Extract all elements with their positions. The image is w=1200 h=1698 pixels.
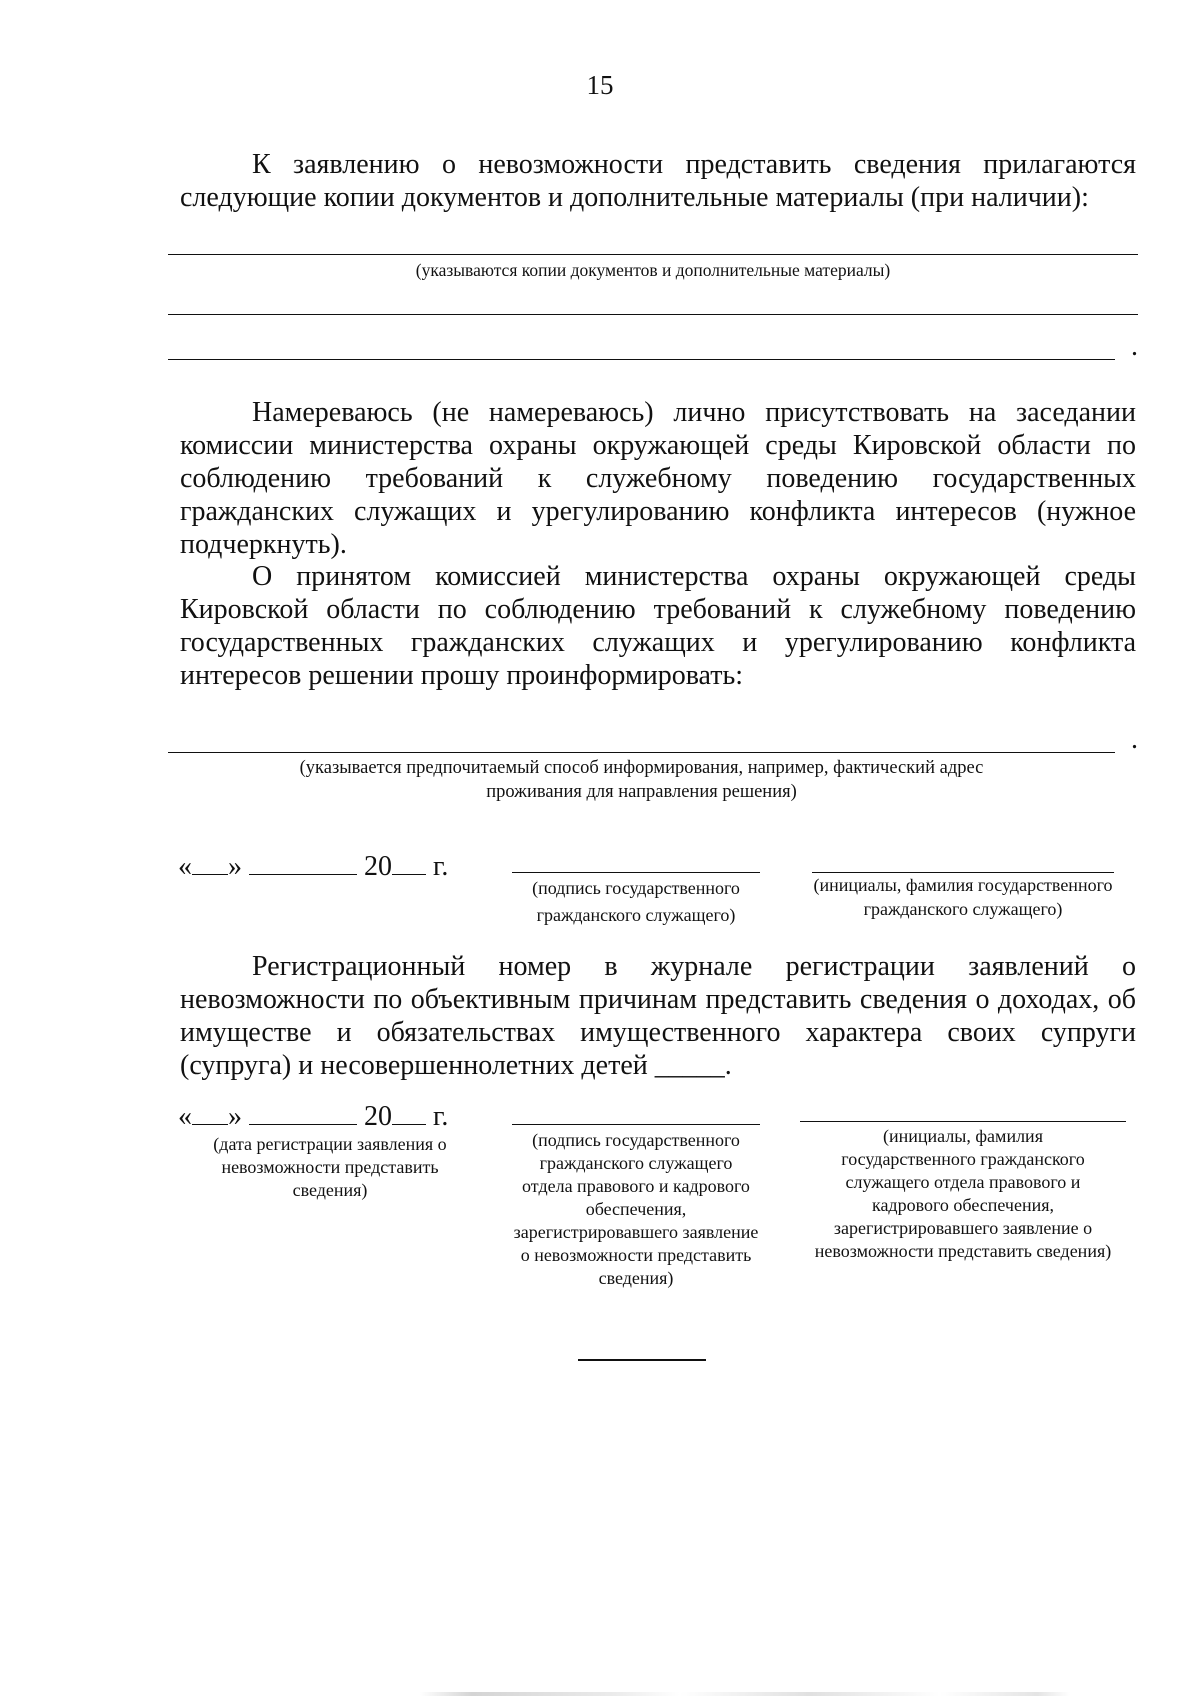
registration-date-caption-line: сведения) <box>292 1180 368 1200</box>
registrar-name-caption-line: (инициалы, фамилия <box>883 1126 1043 1146</box>
year-prefix: 20 <box>364 1101 392 1132</box>
applicant-name-caption-1: (инициалы, фамилия государственного <box>813 875 1113 895</box>
month-blank[interactable] <box>249 1098 357 1125</box>
applicant-name-line[interactable] <box>812 872 1114 873</box>
page-number: 15 <box>586 70 614 100</box>
quote-open: « <box>178 851 192 882</box>
month-blank[interactable] <box>249 848 357 875</box>
intent-paragraph: Намереваюсь (не намереваюсь) лично присутствовать на заседании комиссии министерства охраны окружающей среды Кировской области по соблюдению требований к служебному поведению государственных гражданских служащих и урегулированию конфликта интересов (нужное подчеркнуть). <box>180 397 1136 560</box>
quote-close: » <box>228 1101 242 1132</box>
registrar-name-caption-line: государственного гражданского <box>841 1149 1085 1169</box>
registrar-signature-caption-line: обеспечения, <box>585 1199 687 1219</box>
attachments-paragraph: К заявлению о невозможности представить сведения прилагаются следующие копии документов и дополнительные материалы (при наличии): <box>180 149 1136 213</box>
quote-open: « <box>178 1101 192 1132</box>
inform-method-line[interactable] <box>168 752 1115 753</box>
registrar-signature-caption-line: зарегистрировавшего заявление <box>513 1222 759 1242</box>
registration-date-field[interactable] <box>178 1098 448 1133</box>
registration-date-caption-line: невозможности представить <box>221 1157 439 1177</box>
registrar-signature-caption-line: (подпись государственного <box>532 1130 740 1150</box>
registrar-signature-line[interactable] <box>512 1124 760 1125</box>
registrar-name-caption-line: служащего отдела правового и <box>845 1172 1081 1192</box>
day-blank[interactable] <box>192 848 228 875</box>
inform-line-end: . <box>1131 724 1138 755</box>
registration-paragraph: Регистрационный номер в журнале регистрации заявлений о невозможности по объективным причинам представить сведения о доходах, об имуществе и обязательствах имущественного характера своих супруги (супруга) и несовершеннолетних детей _____. <box>180 951 1136 1081</box>
registrar-name-line[interactable] <box>800 1121 1126 1122</box>
registrar-name-caption-line: невозможности представить сведения) <box>814 1241 1112 1261</box>
registrar-signature-caption-line: отдела правового и кадрового <box>522 1176 750 1196</box>
registrar-name-caption <box>778 1125 1148 1263</box>
applicant-signature-line[interactable] <box>512 872 760 873</box>
attachments-line-1[interactable] <box>168 254 1138 255</box>
inform-paragraph: О принятом комиссией министерства охраны окружающей среды Кировской области по соблюдению требований к служебному поведению государственных гражданских служащих и урегулированию конфликта интересов решении прошу проинформировать: <box>180 561 1136 691</box>
applicant-date-field[interactable] <box>178 848 448 883</box>
year-blank[interactable] <box>392 848 426 875</box>
attachments-line-3[interactable] <box>168 359 1115 360</box>
attachments-line-2[interactable] <box>168 314 1138 315</box>
applicant-signature-caption-1: (подпись государственного <box>532 878 740 898</box>
registrar-signature-caption-line: гражданского служащего <box>539 1153 733 1173</box>
registration-date-caption <box>178 1133 482 1202</box>
year-prefix: 20 <box>364 851 392 882</box>
applicant-name-caption-2: гражданского служащего) <box>863 899 1063 919</box>
year-blank[interactable] <box>392 1098 426 1125</box>
registrar-signature-caption-line: о невозможности представить <box>520 1245 752 1265</box>
day-blank[interactable] <box>192 1098 228 1125</box>
scan-artifact <box>420 1692 1070 1696</box>
year-suffix: г. <box>433 1101 449 1132</box>
quote-close: » <box>228 851 242 882</box>
registrar-signature-caption-line: сведения) <box>598 1268 674 1288</box>
year-suffix: г. <box>433 851 449 882</box>
registration-date-caption-line: (дата регистрации заявления о <box>213 1134 447 1154</box>
inform-caption-line2: проживания для направления решения) <box>486 782 797 802</box>
document-end-rule <box>578 1359 706 1361</box>
registrar-name-caption-line: кадрового обеспечения, <box>871 1195 1055 1215</box>
inform-caption-line1: (указывается предпочитаемый способ информирования, например, фактический адрес <box>299 758 984 778</box>
applicant-signature-caption-2: гражданского служащего) <box>536 905 736 925</box>
attachments-caption: (указываются копии документов и дополнительные материалы) <box>415 260 891 280</box>
registrar-signature-caption <box>488 1129 784 1290</box>
attachments-line-end: . <box>1131 331 1138 362</box>
registrar-name-caption-line: зарегистрировавшего заявление о <box>833 1218 1093 1238</box>
